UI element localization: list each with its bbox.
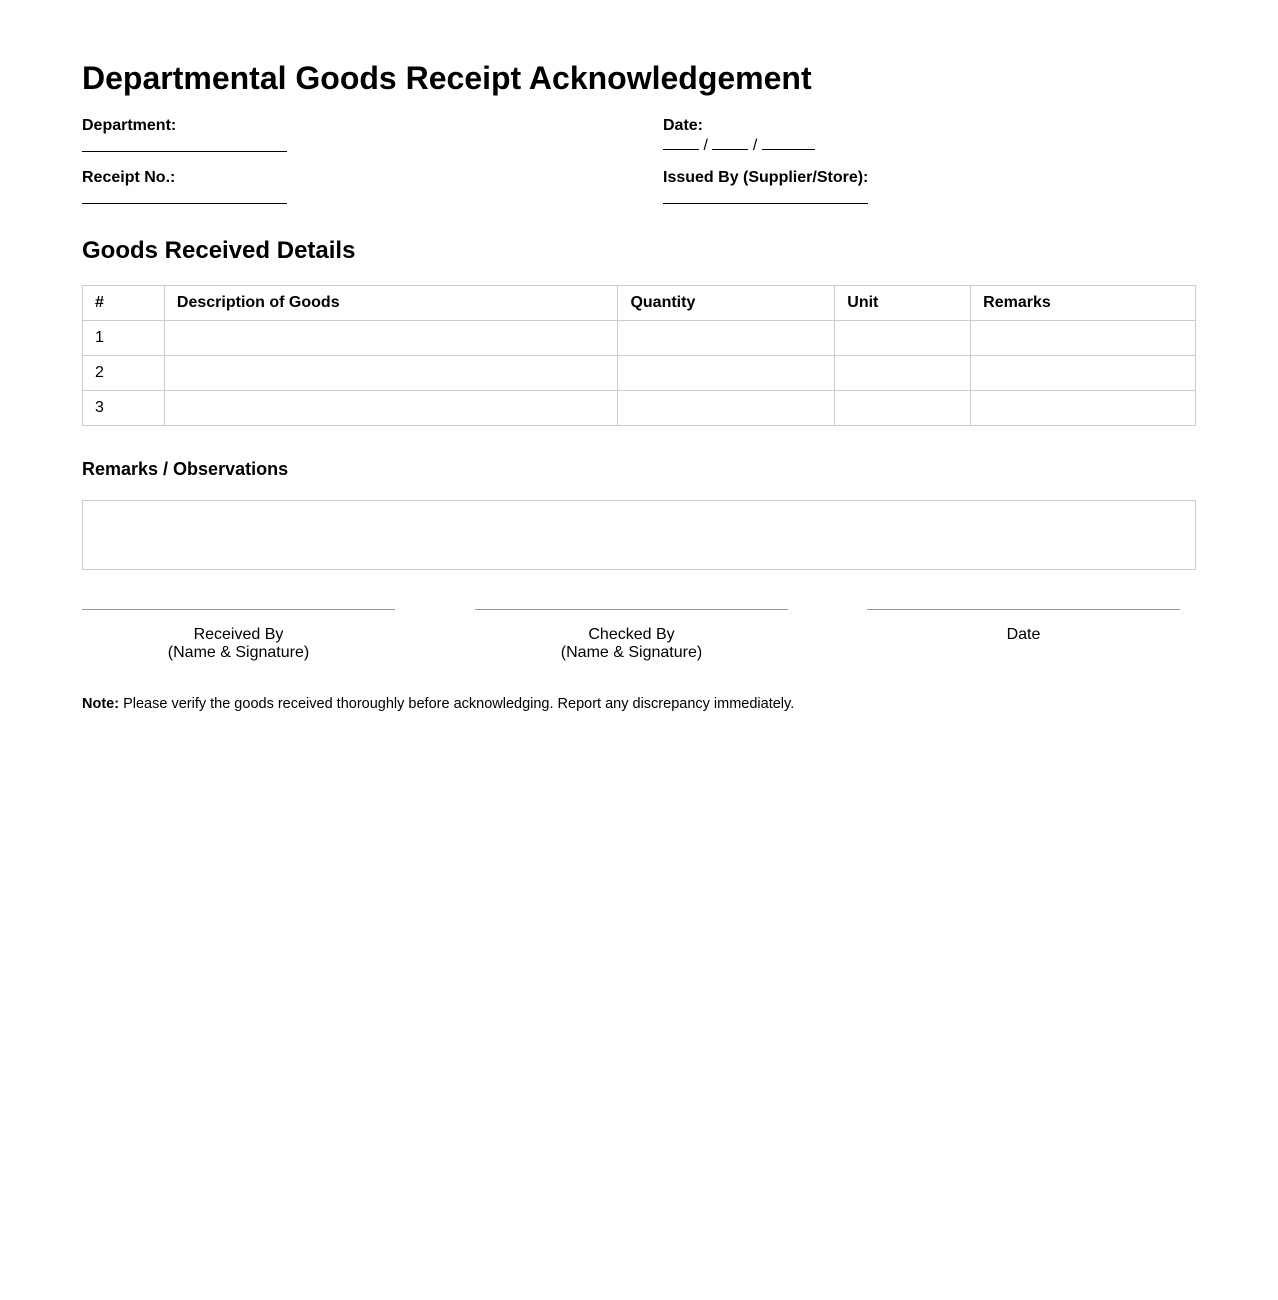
received-by-signature — [82, 609, 395, 662]
description-cell[interactable] — [164, 356, 618, 391]
date-field — [663, 117, 815, 155]
note-label: Note: — [82, 696, 120, 712]
department-field — [82, 117, 287, 152]
table-header-row — [83, 286, 1196, 321]
quantity-cell[interactable] — [618, 391, 835, 426]
date-day-blank[interactable] — [663, 135, 699, 150]
note — [82, 695, 794, 713]
date-month-blank[interactable] — [712, 135, 748, 150]
date-signature-label: Date — [1006, 626, 1041, 643]
remarks-observations-box[interactable] — [82, 500, 1196, 570]
column-header-unit: Unit — [835, 286, 971, 321]
row-number: 2 — [83, 356, 165, 391]
remarks-cell[interactable] — [971, 321, 1196, 356]
date-signature-line[interactable] — [867, 609, 1180, 610]
date-separator: / — [752, 137, 758, 154]
table-row — [83, 356, 1196, 391]
checked-by-sublabel: (Name & Signature) — [560, 644, 703, 661]
column-header-number: # — [83, 286, 165, 321]
receipt-no-label: Receipt No.: — [82, 169, 176, 186]
issued-by-label: Issued By (Supplier/Store): — [663, 169, 869, 186]
date-label: Date: — [663, 117, 704, 134]
goods-table — [82, 285, 1196, 426]
date-separator: / — [703, 137, 708, 154]
note-text: Please verify the goods received thoroughly before acknowledging. Report any discrepancy immediately. — [119, 696, 795, 712]
checked-by-signature-line[interactable] — [475, 609, 788, 610]
received-by-label: Received By — [193, 626, 284, 643]
issued-by-input-line[interactable] — [663, 203, 868, 204]
receipt-no-field — [82, 169, 287, 204]
remarks-cell[interactable] — [971, 356, 1196, 391]
department-label: Department: — [82, 117, 177, 134]
row-number: 1 — [83, 321, 165, 356]
table-row — [83, 391, 1196, 426]
checked-by-label: Checked By — [588, 626, 675, 643]
goods-section-title: Goods Received Details — [82, 237, 356, 264]
quantity-cell[interactable] — [618, 356, 835, 391]
received-by-signature-line[interactable] — [82, 609, 395, 610]
remarks-cell[interactable] — [971, 391, 1196, 426]
remarks-section-title: Remarks / Observations — [82, 459, 289, 479]
unit-cell[interactable] — [835, 321, 971, 356]
department-input-line[interactable] — [82, 151, 287, 152]
unit-cell[interactable] — [835, 391, 971, 426]
date-signature — [867, 609, 1180, 644]
column-header-description: Description of Goods — [164, 286, 618, 321]
issued-by-field — [663, 169, 868, 204]
quantity-cell[interactable] — [618, 321, 835, 356]
checked-by-signature — [475, 609, 788, 662]
document-title: Departmental Goods Receipt Acknowledgement — [82, 60, 812, 96]
description-cell[interactable] — [164, 391, 618, 426]
column-header-remarks: Remarks — [971, 286, 1196, 321]
row-number: 3 — [83, 391, 165, 426]
table-row — [83, 321, 1196, 356]
date-year-blank[interactable] — [762, 135, 815, 150]
unit-cell[interactable] — [835, 356, 971, 391]
receipt-no-input-line[interactable] — [82, 203, 287, 204]
column-header-quantity: Quantity — [618, 286, 835, 321]
description-cell[interactable] — [164, 321, 618, 356]
date-blanks — [663, 135, 815, 155]
received-by-sublabel: (Name & Signature) — [167, 644, 310, 661]
